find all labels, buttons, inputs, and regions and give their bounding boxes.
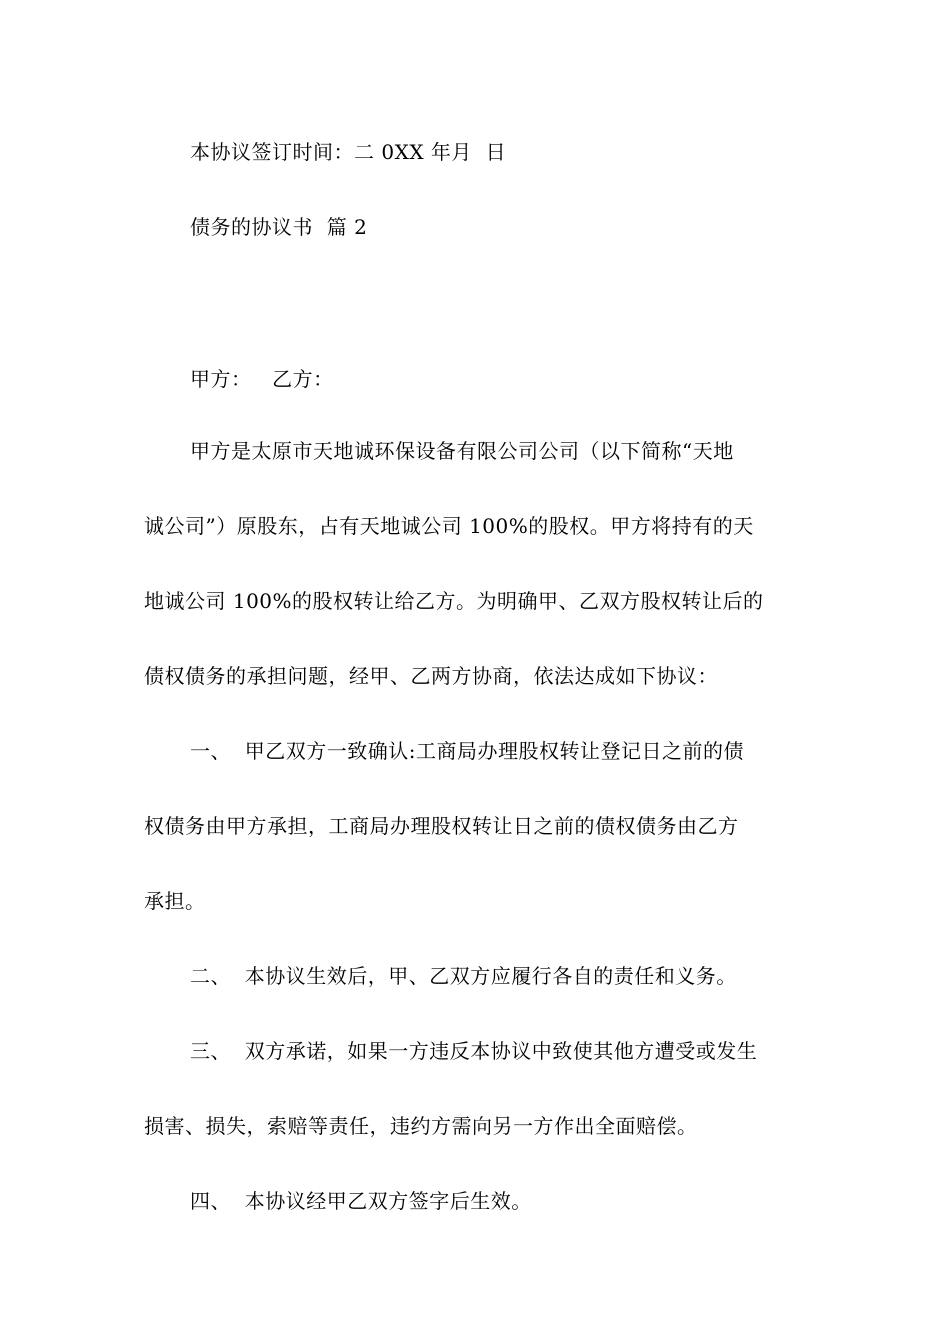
- signing-date-line: 本协议签订时间：二 0XX 年月 日: [190, 140, 507, 164]
- clause-3-line-1: 三、 双方承诺，如果一方违反本协议中致使其他方遭受或发生: [190, 1039, 758, 1063]
- clause-4-line-1: 四、 本协议经甲乙双方签字后生效。: [190, 1189, 532, 1213]
- parties-line: 甲方： 乙方：: [190, 367, 334, 391]
- clause-1-line-1: 一、 甲乙双方一致确认:工商局办理股权转让登记日之前的债: [190, 739, 744, 763]
- paragraph-1-line-4: 债权债务的承担问题，经甲、乙两方协商，依法达成如下协议：: [144, 664, 718, 688]
- clause-3-line-2: 损害、损失，索赔等责任，违约方需向另一方作出全面赔偿。: [144, 1114, 698, 1138]
- clause-2-line-1: 二、 本协议生效后，甲、乙双方应履行各自的责任和义务。: [190, 964, 737, 988]
- clause-1-line-3: 承担。: [144, 889, 206, 913]
- clause-1-line-2: 权债务由甲方承担，工商局办理股权转让日之前的债权债务由乙方: [144, 814, 739, 838]
- document-title: 债务的协议书 篇 2: [190, 215, 368, 239]
- paragraph-1-line-1: 甲方是太原市天地诚环保设备有限公司公司（以下简称“天地: [190, 439, 734, 463]
- paragraph-1-line-3: 地诚公司 100%的股权转让给乙方。为明确甲、乙双方股权转让后的: [144, 589, 764, 613]
- paragraph-1-line-2: 诚公司”）原股东，占有天地诚公司 100%的股权。甲方将持有的天: [144, 514, 754, 538]
